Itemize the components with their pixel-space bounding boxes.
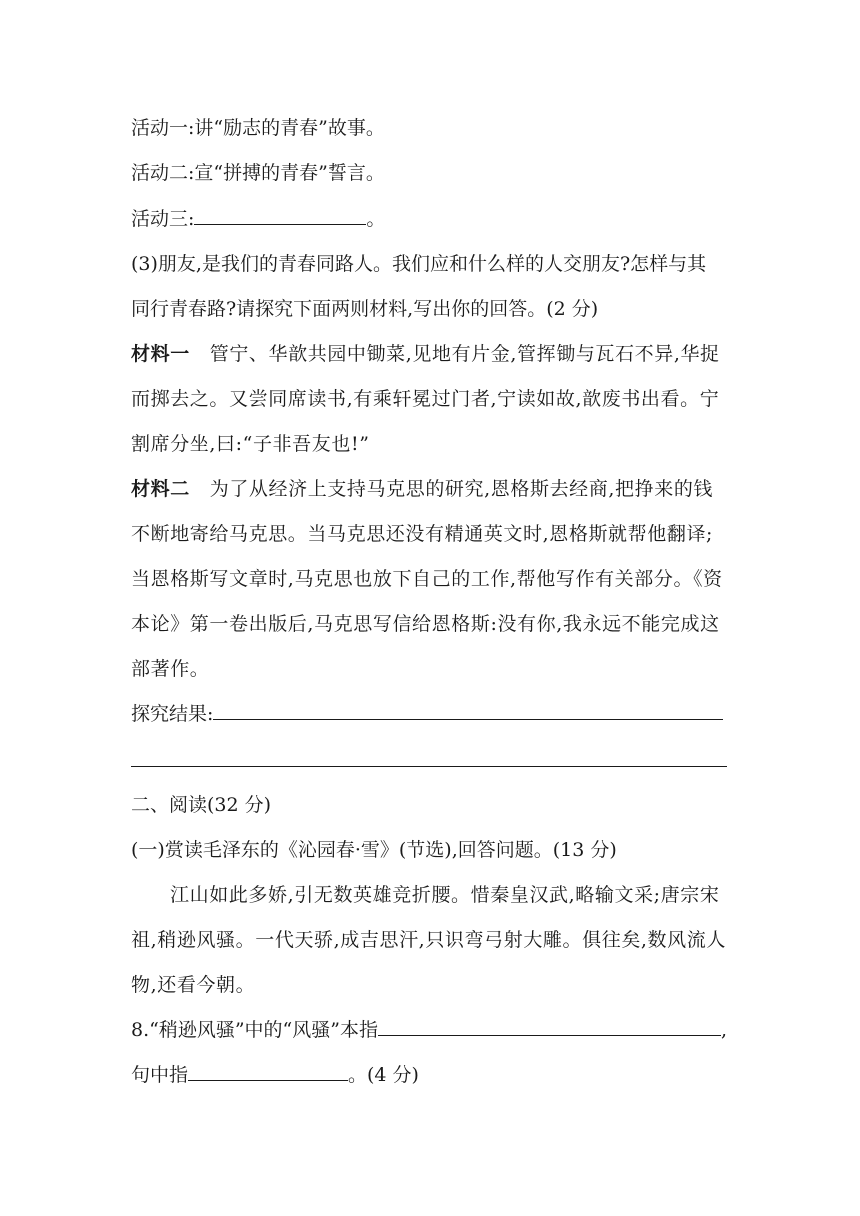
material-one-line-3: 割席分坐,曰:“子非吾友也!” xyxy=(131,433,370,455)
question-8-line-2 xyxy=(131,1062,731,1088)
question-8-end: 。(4 分) xyxy=(348,1064,419,1086)
question-8-line-1 xyxy=(131,1017,731,1043)
material-two-line-4: 本论》第一卷出版后,马克思写信给恩格斯:没有你,我永远不能完成这 xyxy=(131,613,720,635)
material-one-text-1: 管宁、华歆共园中锄菜,见地有片金,管挥锄与瓦石不异,华捉 xyxy=(209,343,720,365)
material-two-line-3: 当恩格斯写文章时,马克思也放下自己的工作,帮他写作有关部分。《资 xyxy=(131,568,723,590)
poem-line-2: 祖,稍逊风骚。一代天骄,成吉思汗,只识弯弓射大雕。俱往矣,数风流人 xyxy=(131,929,726,951)
activity-three-label: 活动三: xyxy=(131,208,195,230)
question-8-blank-2[interactable] xyxy=(188,1062,348,1081)
material-one-line-2: 而掷去之。又尝同席读书,有乘轩冕过门者,宁读如故,歆废书出看。宁 xyxy=(131,388,720,410)
result-blank-line-2[interactable] xyxy=(131,766,727,767)
material-two-line-2: 不断地寄给马克思。当马克思还没有精通英文时,恩格斯就帮他翻译; xyxy=(131,523,714,545)
activity-three xyxy=(131,206,731,232)
question-8-text-2: 句中指 xyxy=(131,1064,189,1086)
material-two-line-5: 部著作。 xyxy=(131,658,210,680)
material-two-label: 材料二 xyxy=(131,478,190,500)
material-two-text-1: 为了从经济上支持马克思的研究,恩格斯去经商,把挣来的钱 xyxy=(209,478,714,500)
question-3-line-2: 同行青春路?请探究下面两则材料,写出你的回答。(2 分) xyxy=(131,298,599,320)
question-8-text-1: 8.“稍逊风骚”中的“风骚”本指 xyxy=(131,1019,378,1041)
poem-line-3: 物,还看今朝。 xyxy=(131,974,256,996)
activity-two: 活动二:宣“拼搏的青春”誓言。 xyxy=(131,162,385,184)
result-label: 探究结果: xyxy=(131,703,214,725)
poem-line-1: 江山如此多娇,引无数英雄竞折腰。惜秦皇汉武,略输文采;唐宗宋 xyxy=(170,884,720,906)
material-one-line-1 xyxy=(131,341,731,367)
result-blank[interactable] xyxy=(213,701,723,720)
section-two-heading: 二、阅读(32 分) xyxy=(131,794,272,816)
activity-three-end: 。 xyxy=(366,208,386,230)
result-line xyxy=(131,701,731,727)
activity-one: 活动一:讲“励志的青春”故事。 xyxy=(131,117,385,139)
section-two-part-one: (一)赏读毛泽东的《沁园春·雪》(节选),回答问题。(13 分) xyxy=(131,839,617,861)
material-two-line-1 xyxy=(131,476,731,502)
activity-three-blank[interactable] xyxy=(194,206,366,225)
material-one-label: 材料一 xyxy=(131,343,190,365)
question-8-blank-1[interactable] xyxy=(378,1017,721,1036)
question-3-line-1: (3)朋友,是我们的青春同路人。我们应和什么样的人交朋友?怎样与其 xyxy=(131,253,707,275)
question-8-comma: , xyxy=(720,1019,728,1041)
